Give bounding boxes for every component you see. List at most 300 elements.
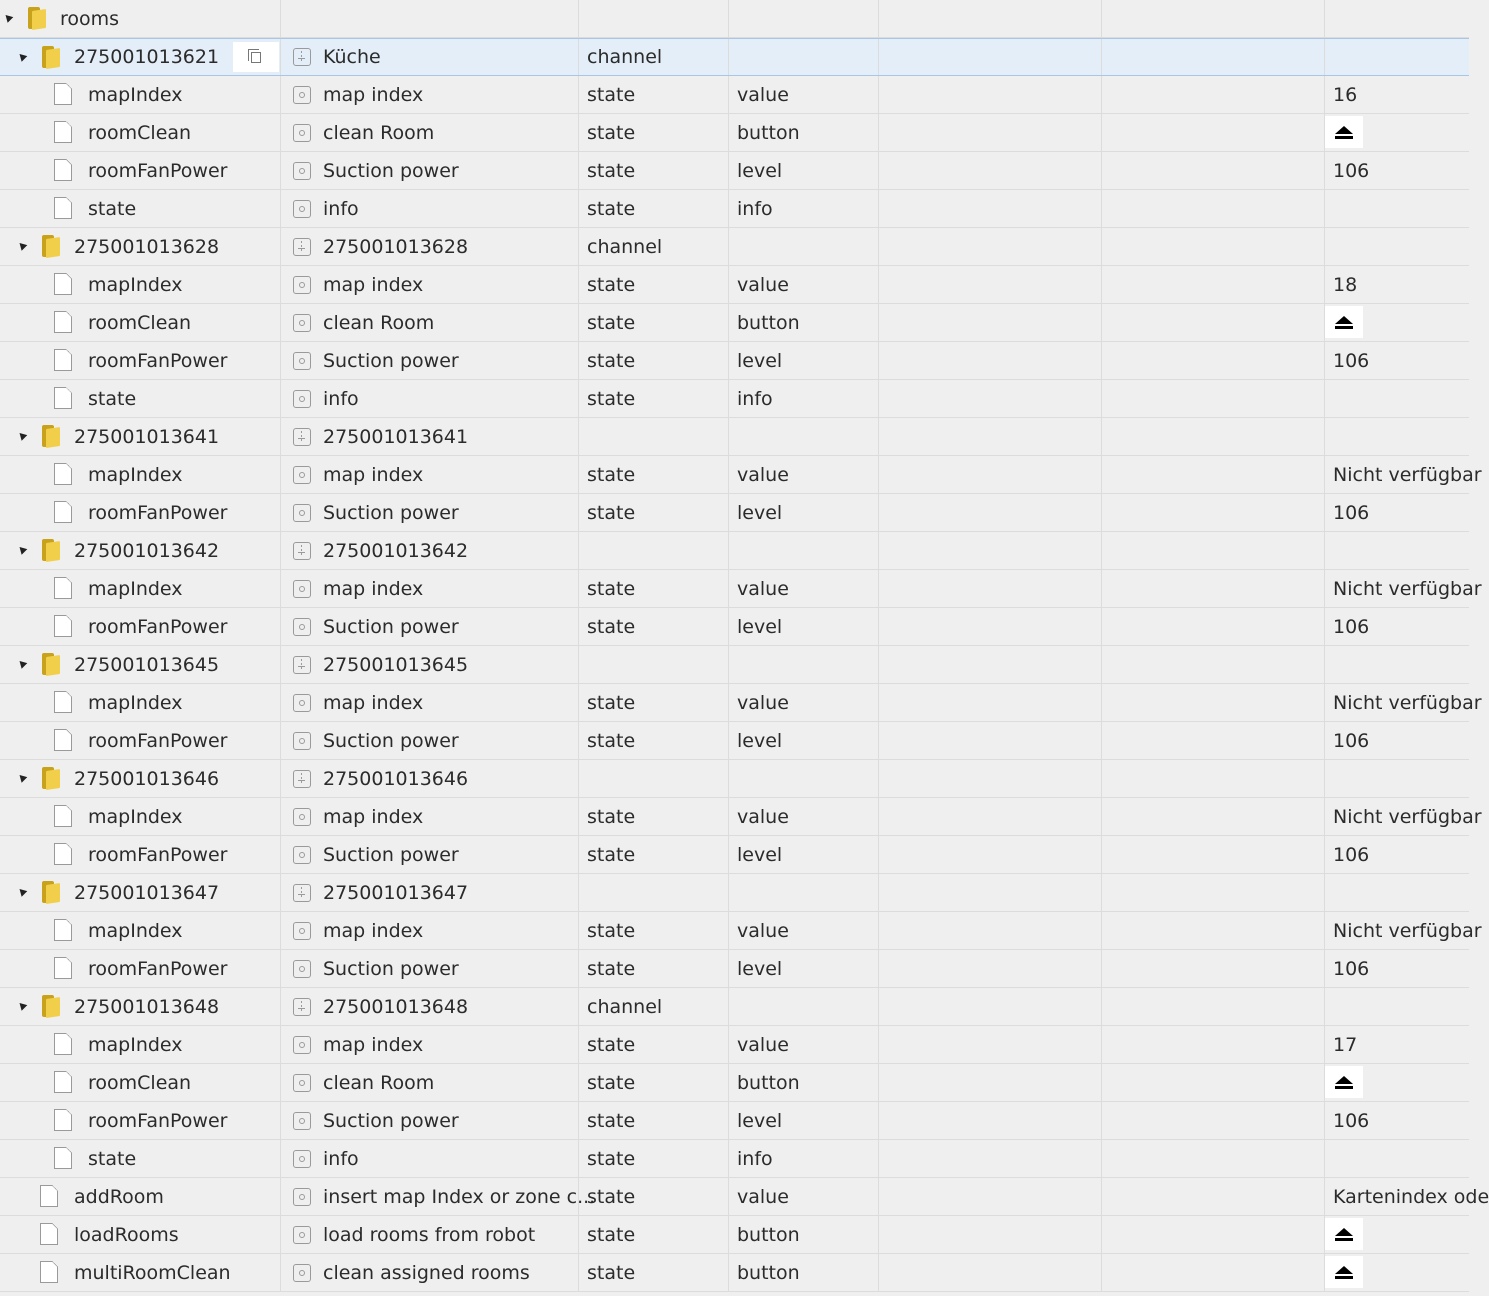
id-cell xyxy=(0,836,281,873)
id-cell xyxy=(0,608,281,645)
name-cell xyxy=(281,0,579,37)
file-icon xyxy=(54,615,72,637)
state-icon xyxy=(293,504,311,522)
object-id[interactable]: mapIndex xyxy=(88,1033,183,1056)
object-name: 275001013645 xyxy=(323,653,469,676)
object-id[interactable]: addRoom xyxy=(74,1185,164,1208)
tree-state-row[interactable] xyxy=(0,1026,1469,1064)
expand-triangle-icon[interactable] xyxy=(17,1000,28,1011)
object-id[interactable]: mapIndex xyxy=(88,463,183,486)
tree-state-row[interactable] xyxy=(0,266,1469,304)
id-cell xyxy=(0,988,281,1025)
tree-state-row[interactable] xyxy=(0,1216,1469,1254)
state-value[interactable]: 17 xyxy=(1333,1033,1358,1056)
function-cell xyxy=(1102,760,1325,797)
type-cell: state xyxy=(579,836,729,873)
type-cell: channel xyxy=(579,988,729,1025)
name-cell xyxy=(281,874,579,911)
tree-state-row[interactable] xyxy=(0,1178,1489,1216)
object-id[interactable]: roomClean xyxy=(88,311,192,334)
name-cell xyxy=(281,1254,579,1291)
name-cell xyxy=(281,608,579,645)
object-id[interactable]: roomFanPower xyxy=(88,159,228,182)
role-cell: level xyxy=(729,1102,879,1139)
role-cell xyxy=(729,646,879,683)
name-cell xyxy=(281,646,579,683)
state-icon xyxy=(293,352,311,370)
object-id[interactable]: loadRooms xyxy=(74,1223,179,1246)
object-name: info xyxy=(323,197,359,220)
function-cell xyxy=(1102,874,1325,911)
object-id[interactable]: roomClean xyxy=(88,121,192,144)
function-cell xyxy=(1102,950,1325,987)
object-id[interactable]: mapIndex xyxy=(88,691,183,714)
room-cell xyxy=(879,152,1102,189)
state-value[interactable]: 106 xyxy=(1333,957,1370,980)
type-cell: state xyxy=(579,684,729,721)
id-cell xyxy=(0,646,281,683)
value-cell xyxy=(1325,1140,1469,1177)
value-cell xyxy=(1325,418,1469,455)
function-cell xyxy=(1102,912,1325,949)
role-cell: value xyxy=(729,76,879,113)
id-cell xyxy=(0,342,281,379)
type-cell: state xyxy=(579,1026,729,1063)
id-cell xyxy=(0,418,281,455)
object-id[interactable]: 275001013621 xyxy=(74,46,220,68)
value-cell[interactable] xyxy=(1325,304,1469,341)
object-name: 275001013641 xyxy=(323,425,469,448)
type-cell: state xyxy=(579,1064,729,1101)
folder-icon xyxy=(40,881,60,903)
file-icon xyxy=(40,1185,58,1207)
name-cell xyxy=(281,988,579,1025)
file-icon xyxy=(54,1033,72,1055)
role-cell: level xyxy=(729,494,879,531)
object-id[interactable]: roomFanPower xyxy=(88,843,228,866)
room-cell xyxy=(879,1216,1102,1253)
function-cell xyxy=(1102,684,1325,721)
room-cell xyxy=(879,1102,1102,1139)
expand-triangle-icon[interactable] xyxy=(3,12,14,23)
object-id[interactable]: state xyxy=(88,197,137,220)
type-cell xyxy=(579,418,729,455)
state-value[interactable]: 106 xyxy=(1333,729,1370,752)
state-value[interactable]: 106 xyxy=(1333,1109,1370,1132)
file-icon xyxy=(54,349,72,371)
type-cell: state xyxy=(579,76,729,113)
eject-button-icon[interactable] xyxy=(1325,306,1363,338)
name-cell xyxy=(281,1140,579,1177)
type-cell: channel xyxy=(579,228,729,265)
expand-triangle-icon[interactable] xyxy=(17,430,28,441)
object-id[interactable]: roomFanPower xyxy=(88,957,228,980)
folder-icon xyxy=(40,539,60,561)
state-icon xyxy=(293,86,311,104)
object-id[interactable]: state xyxy=(88,387,137,410)
value-cell[interactable] xyxy=(1325,1064,1469,1101)
id-cell xyxy=(0,1102,281,1139)
type-cell xyxy=(579,760,729,797)
function-cell xyxy=(1102,1026,1325,1063)
id-cell xyxy=(0,114,281,151)
role-cell xyxy=(729,418,879,455)
file-icon xyxy=(54,273,72,295)
role-cell: value xyxy=(729,266,879,303)
file-icon xyxy=(54,919,72,941)
value-cell xyxy=(1325,608,1469,645)
tree-state-row[interactable] xyxy=(0,1140,1469,1178)
object-name: map index xyxy=(323,691,424,714)
tree-state-row[interactable] xyxy=(0,570,1482,608)
object-id[interactable]: roomFanPower xyxy=(88,501,228,524)
tree-state-row[interactable] xyxy=(0,798,1482,836)
type-cell: state xyxy=(579,380,729,417)
role-cell: button xyxy=(729,114,879,151)
object-id[interactable]: mapIndex xyxy=(88,273,183,296)
name-cell xyxy=(281,266,579,303)
value-cell xyxy=(1325,722,1469,759)
object-name: Suction power xyxy=(323,957,459,980)
room-cell xyxy=(879,494,1102,531)
state-icon xyxy=(293,1074,311,1092)
expand-triangle-icon[interactable] xyxy=(17,658,28,669)
name-cell xyxy=(281,418,579,455)
room-cell xyxy=(879,532,1102,569)
file-icon xyxy=(40,1223,58,1245)
room-cell xyxy=(879,418,1102,455)
eject-button-icon[interactable] xyxy=(1325,1256,1363,1288)
name-cell xyxy=(281,39,579,75)
state-icon xyxy=(293,276,311,294)
channel-icon xyxy=(293,542,311,560)
role-cell xyxy=(729,988,879,1025)
state-value[interactable]: 106 xyxy=(1333,843,1370,866)
tree-state-row[interactable] xyxy=(0,190,1469,228)
file-icon xyxy=(54,197,72,219)
function-cell xyxy=(1102,532,1325,569)
room-cell xyxy=(879,722,1102,759)
state-value[interactable]: 106 xyxy=(1333,501,1370,524)
object-name: Küche xyxy=(323,46,381,68)
state-icon xyxy=(293,314,311,332)
file-icon xyxy=(54,463,72,485)
tree-folder-row[interactable] xyxy=(0,228,1469,266)
tree-folder-row[interactable] xyxy=(0,38,1469,76)
function-cell xyxy=(1102,570,1325,607)
role-cell: button xyxy=(729,1216,879,1253)
object-id[interactable]: 275001013647 xyxy=(74,881,220,904)
object-name: map index xyxy=(323,273,424,296)
role-cell xyxy=(729,228,879,265)
state-icon xyxy=(293,846,311,864)
role-cell: value xyxy=(729,912,879,949)
value-cell xyxy=(1325,988,1469,1025)
value-cell xyxy=(1325,152,1469,189)
room-cell xyxy=(879,266,1102,303)
object-name: Suction power xyxy=(323,729,459,752)
id-cell xyxy=(0,722,281,759)
object-name: clean Room xyxy=(323,311,435,334)
object-name: insert map Index or zone c... xyxy=(323,1185,596,1208)
function-cell xyxy=(1102,722,1325,759)
channel-icon xyxy=(293,770,311,788)
type-cell xyxy=(579,532,729,569)
file-icon xyxy=(40,1261,58,1283)
type-cell: state xyxy=(579,190,729,227)
object-name: Suction power xyxy=(323,501,459,524)
id-cell xyxy=(0,798,281,835)
object-id[interactable]: 275001013648 xyxy=(74,995,220,1018)
state-value[interactable]: Nicht verfügbar xyxy=(1333,577,1482,600)
state-value[interactable]: 106 xyxy=(1333,159,1370,182)
state-value[interactable]: Nicht verfügbar xyxy=(1333,919,1482,942)
room-cell xyxy=(879,456,1102,493)
type-cell xyxy=(579,646,729,683)
expand-triangle-icon[interactable] xyxy=(17,51,28,62)
object-id[interactable]: rooms xyxy=(60,7,120,30)
expand-triangle-icon[interactable] xyxy=(17,240,28,251)
function-cell xyxy=(1102,988,1325,1025)
role-cell xyxy=(729,0,879,37)
name-cell xyxy=(281,570,579,607)
object-name: Suction power xyxy=(323,615,459,638)
room-cell xyxy=(879,988,1102,1025)
object-id[interactable]: roomFanPower xyxy=(88,1109,228,1132)
object-id[interactable]: multiRoomClean xyxy=(74,1261,231,1284)
type-cell: state xyxy=(579,608,729,645)
value-cell[interactable] xyxy=(1325,1254,1469,1291)
object-id[interactable]: mapIndex xyxy=(88,805,183,828)
value-cell xyxy=(1325,380,1469,417)
type-cell: state xyxy=(579,1140,729,1177)
state-icon xyxy=(293,1036,311,1054)
tree-folder-row[interactable] xyxy=(0,874,1469,912)
state-value[interactable]: Nicht verfügbar xyxy=(1333,691,1482,714)
object-id[interactable]: 275001013646 xyxy=(74,767,220,790)
value-cell xyxy=(1325,950,1469,987)
tree-folder-row[interactable] xyxy=(0,532,1469,570)
object-name: 275001013648 xyxy=(323,995,469,1018)
room-cell xyxy=(879,1026,1102,1063)
role-cell: value xyxy=(729,570,879,607)
object-name: clean Room xyxy=(323,1071,435,1094)
object-id[interactable]: roomFanPower xyxy=(88,729,228,752)
folder-icon xyxy=(26,7,46,29)
copy-icon[interactable] xyxy=(233,42,279,72)
function-cell xyxy=(1102,798,1325,835)
tree-state-row[interactable] xyxy=(0,152,1469,190)
state-value[interactable]: 18 xyxy=(1333,273,1358,296)
tree-state-row[interactable] xyxy=(0,684,1482,722)
room-cell xyxy=(879,228,1102,265)
tree-state-row[interactable] xyxy=(0,494,1469,532)
file-icon xyxy=(54,311,72,333)
tree-state-row[interactable] xyxy=(0,722,1469,760)
state-icon xyxy=(293,1188,311,1206)
expand-triangle-icon[interactable] xyxy=(17,772,28,783)
tree-state-row[interactable] xyxy=(0,950,1469,988)
tree-folder-row[interactable] xyxy=(0,988,1469,1026)
object-id[interactable]: mapIndex xyxy=(88,919,183,942)
file-icon xyxy=(54,843,72,865)
object-name: Suction power xyxy=(323,159,459,182)
object-name: 275001013628 xyxy=(323,235,469,258)
type-cell: state xyxy=(579,494,729,531)
id-cell xyxy=(0,950,281,987)
name-cell xyxy=(281,836,579,873)
value-cell xyxy=(1325,76,1469,113)
room-cell xyxy=(879,0,1102,37)
file-icon xyxy=(54,83,72,105)
object-id[interactable]: mapIndex xyxy=(88,83,183,106)
function-cell xyxy=(1102,39,1325,75)
id-cell xyxy=(0,1178,281,1215)
room-cell xyxy=(879,190,1102,227)
tree-folder-row[interactable] xyxy=(0,418,1469,456)
object-id[interactable]: 275001013641 xyxy=(74,425,220,448)
function-cell xyxy=(1102,152,1325,189)
tree-state-row[interactable] xyxy=(0,456,1482,494)
room-cell xyxy=(879,570,1102,607)
object-id[interactable]: roomFanPower xyxy=(88,615,228,638)
function-cell xyxy=(1102,76,1325,113)
state-icon xyxy=(293,1112,311,1130)
function-cell xyxy=(1102,494,1325,531)
function-cell xyxy=(1102,1254,1325,1291)
file-icon xyxy=(54,501,72,523)
id-cell xyxy=(0,1254,281,1291)
id-cell xyxy=(0,570,281,607)
state-value[interactable]: 106 xyxy=(1333,349,1370,372)
value-cell xyxy=(1325,646,1469,683)
state-value[interactable]: 16 xyxy=(1333,83,1358,106)
id-cell xyxy=(0,76,281,113)
name-cell xyxy=(281,1064,579,1101)
state-value[interactable]: 106 xyxy=(1333,615,1370,638)
id-cell xyxy=(0,190,281,227)
state-value[interactable]: Nicht verfügbar xyxy=(1333,463,1482,486)
object-id[interactable]: mapIndex xyxy=(88,577,183,600)
id-cell xyxy=(0,1064,281,1101)
state-value[interactable]: Kartenindex ode xyxy=(1333,1185,1489,1208)
name-cell xyxy=(281,1216,579,1253)
room-cell xyxy=(879,76,1102,113)
tree-state-row[interactable] xyxy=(0,114,1469,152)
value-cell xyxy=(1325,570,1482,607)
tree-folder-row[interactable] xyxy=(0,646,1469,684)
role-cell: level xyxy=(729,342,879,379)
room-cell xyxy=(879,608,1102,645)
id-cell xyxy=(0,912,281,949)
role-cell: value xyxy=(729,684,879,721)
tree-state-row[interactable] xyxy=(0,836,1469,874)
value-cell[interactable] xyxy=(1325,1216,1469,1253)
room-cell xyxy=(879,760,1102,797)
name-cell xyxy=(281,76,579,113)
value-cell xyxy=(1325,39,1469,75)
room-cell xyxy=(879,39,1102,75)
name-cell xyxy=(281,1026,579,1063)
object-id[interactable]: state xyxy=(88,1147,137,1170)
id-cell xyxy=(0,532,281,569)
name-cell xyxy=(281,912,579,949)
function-cell xyxy=(1102,0,1325,37)
eject-button-icon[interactable] xyxy=(1325,1218,1363,1250)
room-cell xyxy=(879,836,1102,873)
id-cell xyxy=(0,684,281,721)
expand-triangle-icon[interactable] xyxy=(17,544,28,555)
eject-button-icon[interactable] xyxy=(1325,1066,1363,1098)
type-cell: state xyxy=(579,1216,729,1253)
state-value[interactable]: Nicht verfügbar xyxy=(1333,805,1482,828)
room-cell xyxy=(879,950,1102,987)
state-icon xyxy=(293,922,311,940)
value-cell xyxy=(1325,760,1469,797)
folder-icon xyxy=(40,425,60,447)
file-icon xyxy=(54,805,72,827)
value-cell xyxy=(1325,266,1469,303)
expand-triangle-icon[interactable] xyxy=(17,886,28,897)
tree-state-row[interactable] xyxy=(0,76,1469,114)
object-id[interactable]: roomFanPower xyxy=(88,349,228,372)
tree-state-row[interactable] xyxy=(0,1102,1469,1140)
state-icon xyxy=(293,390,311,408)
room-cell xyxy=(879,1178,1102,1215)
value-cell xyxy=(1325,684,1482,721)
tree-state-row[interactable] xyxy=(0,342,1469,380)
tree-state-row[interactable] xyxy=(0,380,1469,418)
room-cell xyxy=(879,912,1102,949)
object-id[interactable]: 275001013642 xyxy=(74,539,220,562)
object-id[interactable]: 275001013628 xyxy=(74,235,220,258)
room-cell xyxy=(879,1064,1102,1101)
name-cell xyxy=(281,494,579,531)
id-cell xyxy=(0,456,281,493)
object-name: info xyxy=(323,1147,359,1170)
tree-state-row[interactable] xyxy=(0,304,1469,342)
tree-folder-row[interactable] xyxy=(0,760,1469,798)
name-cell xyxy=(281,342,579,379)
tree-state-row[interactable] xyxy=(0,608,1469,646)
value-cell xyxy=(1325,874,1469,911)
value-cell xyxy=(1325,912,1482,949)
channel-icon xyxy=(293,656,311,674)
channel-icon xyxy=(293,48,311,66)
value-cell xyxy=(1325,1102,1469,1139)
function-cell xyxy=(1102,190,1325,227)
value-cell xyxy=(1325,1026,1469,1063)
room-cell xyxy=(879,1254,1102,1291)
tree-state-row[interactable] xyxy=(0,912,1482,950)
object-id[interactable]: 275001013645 xyxy=(74,653,220,676)
name-cell xyxy=(281,1178,596,1215)
object-id[interactable]: roomClean xyxy=(88,1071,192,1094)
value-cell xyxy=(1325,836,1469,873)
role-cell: button xyxy=(729,1254,879,1291)
value-cell xyxy=(1325,0,1469,37)
eject-button-icon[interactable] xyxy=(1325,116,1363,148)
value-cell[interactable] xyxy=(1325,114,1469,151)
tree-folder-row[interactable] xyxy=(0,0,1469,38)
tree-state-row[interactable] xyxy=(0,1254,1469,1292)
type-cell xyxy=(579,874,729,911)
tree-state-row[interactable] xyxy=(0,1064,1469,1102)
role-cell xyxy=(729,760,879,797)
function-cell xyxy=(1102,114,1325,151)
name-cell xyxy=(281,722,579,759)
type-cell: state xyxy=(579,266,729,303)
